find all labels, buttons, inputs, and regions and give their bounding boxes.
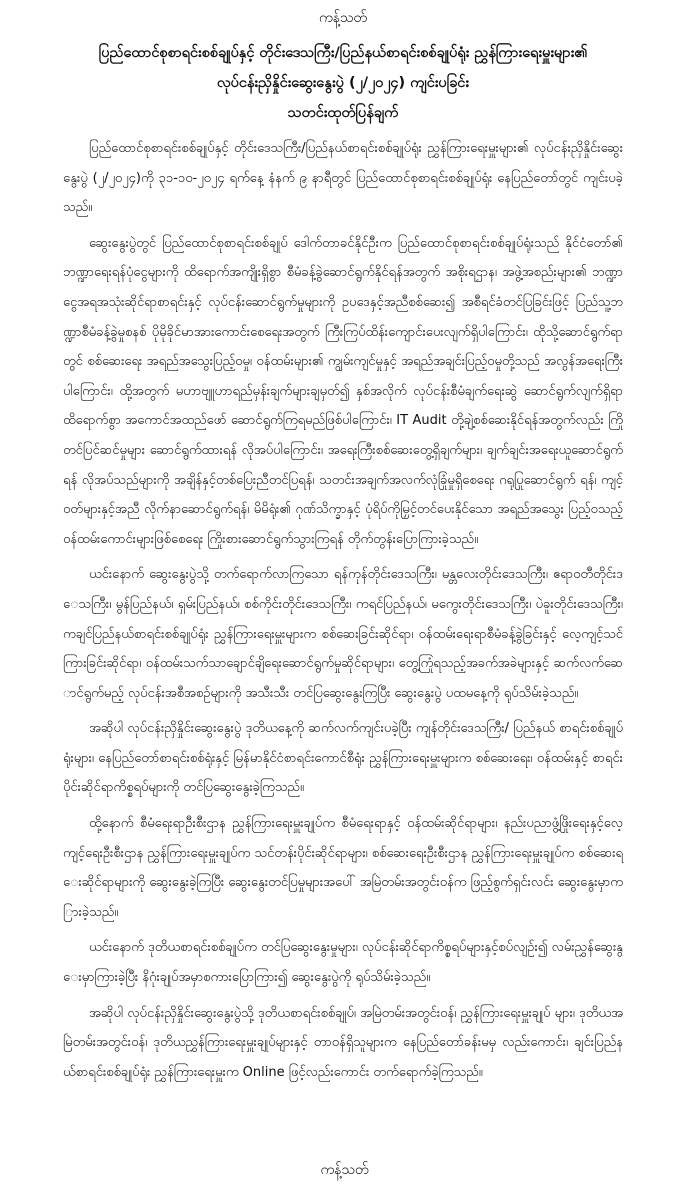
classification-footer: ကန့်သတ် xyxy=(320,1162,369,1178)
classification-header: ကန့်သတ် xyxy=(318,10,368,26)
paragraph: ဆွေးနွေးပွဲတွင် ပြည်ထောင်စုစာရင်းစစ်ချုပ် ဒေါက်တာခင်နိုင်ဦးက ပြည်ထောင်စုစာရင်းစစ်ချုပ်ရုံးသည် နိုင်ငံတော်၏ ဘဏ္ဍာရေးရန်ပုံငွေများကို ထိရောက်အကျိုးရှိစွာ စီမံခန့်ခွဲဆောင်ရွက်နိုင်ရန်အတွက် အစိုးရဌာန၊ အဖွဲ့အစည်းများ၏ ဘဏ္ဍာငွေအရအသုံးဆိုင်ရာစာရင်းနှင့် လုပ်ငန်းဆောင်ရွက်မှုများကို ဥပဒေနှင့်အညီစစ်ဆေး၍ အစီရင်ခံတင်ပြခြင်းဖြင့် ပြည်သူ့ဘဏ္ဍာစီမံခန့်ခွဲမှုစနစ် ပိုမိုခိုင်မာအားကောင်းစေရေးအတွက် ကြီးကြပ်ထိန်းကျောင်းပေးလျက်ရှိပါကြောင်း၊ ထိုသို့ဆောင်ရွက်ရာတွင် စစ်ဆေးရေး အရည်အသွေးပြည့်ဝမှု၊ ဝန်ထမ်းများ၏ ကျွမ်းကျင်မှုနှင့် အရည်အချင်းပြည့်ဝမှုတို့သည် အလွန်အရေးကြီးပါကြောင်း၊ ထို့အတွက် မဟာဗျူဟာရည်မှန်းချက်များချမှတ်၍ နှစ်အလိုက် လုပ်ငန်းစီမံချက်ရေးဆွဲ ဆောင်ရွက်လျက်ရှိရာ ထိရောက်စွာ အကောင်အထည်ဖော် ဆောင်ရွက်ကြရမည်ဖြစ်ပါကြောင်း၊ IT Audit တို့ချဲ့စစ်ဆေးနိုင်ရန်အတွက်လည်း ကြိုတင်ပြင်ဆင်မှုများ ဆောင်ရွက်ထားရန် လိုအပ်ပါကြောင်း၊ အရေးကြီးစစ်ဆေးတွေ့ရှိချက်များ၊ ချက်ချင်းအရေးယူဆောင်ရွက်ရန် လိုအပ်သည်များကို အချိန်နှင့်တစ်ပြေးညီတင်ပြရန်၊ သတင်းအချက်အလက်လုံခြုံမှုရှိစေရေး ဂရုပြုဆောင်ရွက် ရန်၊ ကျင့်ဝတ်များနှင့်အညီ လိုက်နာဆောင်ရွက်ရန်၊ မိမိရုံး၏ ဂုဏ်သိက္ခာနှင့် ပုံရိပ်ကိုမြှင့်တင်ပေးနိုင်သော အရည်အသွေး ပြည့်ဝသည့် ဝန်ထမ်းကောင်းများဖြစ်စေရေး ကြိုးစားဆောင်ရွက်သွားကြရန် တိုက်တွန်းပြောကြားခဲ့သည်။ xyxy=(63,235,623,547)
press-release-heading: သတင်းထုတ်ပြန်ချက် xyxy=(287,105,399,121)
paragraph: ထို့နောက် စီမံရေးရာဦးစီးဌာန ညွှန်ကြားရေးမှူးချုပ်က စီမံရေးရာနှင့် ဝန်ထမ်းဆိုင်ရာများ၊ နည်းပညာဖွံ့ဖြိုးရေးနှင့်လေ့ကျင့်ရေးဦးစီးဌာန ညွှန်ကြားရေးမှူးချုပ်က သင်တန်းပိုင်းဆိုင်ရာများ၊ စစ်ဆေးရေးဦးစီးဌာန ညွှန်ကြားရေးမှူးချုပ်က စစ်ဆေးရေးဆိုင်ရာများကို ဆွေးနွေးခဲ့ကြပြီး ဆွေးနွေးတင်ပြမှုများအပေါ် အမြဲတမ်းအတွင်းဝန်က ဖြည့်စွက်ရှင်းလင်း ဆွေးနွေးမှာကြားခဲ့သည်။ xyxy=(63,816,623,920)
paragraph: ပြည်ထောင်စုစာရင်းစစ်ချုပ်နှင့် တိုင်းဒေသကြီး/ပြည်နယ်စာရင်းစစ်ချုပ်ရုံး ညွှန်ကြားရေးမှူးများ၏ လုပ်ငန်းညှိနှိုင်းဆွေးနွေးပွဲ (၂/၂၀၂၄)ကို ၃၁-၁၀-၂၀၂၄ ရက်နေ့ နံနက် ၉ နာရီတွင် ပြည်ထောင်စုစာရင်းစစ်ချုပ်ရုံး နေပြည်တော်တွင် ကျင်းပခဲ့သည်။ xyxy=(63,141,623,216)
paragraph: အဆိုပါ လုပ်ငန်းညှိနှိုင်းဆွေးနွေးပွဲ ဒုတိယနေ့ကို ဆက်လက်ကျင်းပခဲ့ပြီး ကျန်တိုင်းဒေသကြီး/ ပြည်နယ် စာရင်းစစ်ချုပ်ရုံးများ၊ နေပြည်တော်စာရင်းစစ်ရုံးနှင့် မြန်မာနိုင်ငံစာရင်းကောင်စီရုံး ညွှန်ကြားရေးမှူးများက စစ်ဆေးရေး၊ ဝန်ထမ်းနှင့် စာရင်းပိုင်းဆိုင်ရာကိစ္စရပ်များကို တင်ပြဆွေးနွေးခဲ့ကြသည်။ xyxy=(63,721,623,796)
title-line-1: ပြည်ထောင်စုစာရင်းစစ်ချုပ်နှင့် တိုင်းဒေသကြီး/ပြည်နယ်စာရင်းစစ်ချုပ်ရုံး ညွှန်ကြားရေးမှူးများ၏ xyxy=(98,45,588,61)
paragraph: ယင်းနောက် ဆွေးနွေးပွဲသို့ တက်ရောက်လာကြသော ရန်ကုန်တိုင်းဒေသကြီး၊ မန္တလေးတိုင်းဒေသကြီး၊ ဧရာဝတီတိုင်းဒေသကြီး၊ မွန်ပြည်နယ်၊ ရှမ်းပြည်နယ်၊ စစ်ကိုင်းတိုင်းဒေသကြီး၊ ကရင်ပြည်နယ်၊ မကွေးတိုင်းဒေသကြီး၊ ပဲခူးတိုင်းဒေသကြီး၊ ကချင်ပြည်နယ်စာရင်းစစ်ချုပ်ရုံး ညွှန်ကြားရေးမှူးများက စစ်ဆေးခြင်းဆိုင်ရာ၊ ဝန်ထမ်းရေးရာစီမံခန့်ခွဲခြင်းနှင့် လေ့ကျင့်သင်ကြားခြင်းဆိုင်ရာ၊ ဝန်ထမ်းသက်သာချောင်ချိရေးဆောင်ရွက်မှုဆိုင်ရာများ၊ တွေ့ကြုံရသည့်အခက်အခဲများနှင့် ဆက်လက်ဆောင်ရွက်မည့် လုပ်ငန်းအစီအစဉ်များကို အသီးသီး တင်ပြဆွေးနွေးကြပြီး ဆွေးနွေးပွဲ ပထမနေ့ကို ရုပ်သိမ်းခဲ့သည်။ xyxy=(63,567,623,701)
title-line-2: လုပ်ငန်းညှိနှိုင်းဆွေးနွေးပွဲ (၂/၂၀၂၄) ကျင်းပခြင်း xyxy=(216,75,470,91)
paragraph: ယင်းနောက် ဒုတိယစာရင်းစစ်ချုပ်က တင်ပြဆွေးနွေးမှုများ၊ လုပ်ငန်းဆိုင်ရာကိစ္စရပ်များနှင့်စပ်လျဉ်း၍ လမ်းညွှန်ဆွေးနွေးမှာကြားခဲ့ပြီး နိဂုံးချုပ်အမှာစကားပြောကြား၍ ဆွေးနွေးပွဲကို ရုပ်သိမ်းခဲ့သည်။ xyxy=(63,940,623,986)
paragraph: အဆိုပါ လုပ်ငန်းညှိနှိုင်းဆွေးနွေးပွဲသို့ ဒုတိယစာရင်းစစ်ချုပ်၊ အမြဲတမ်းအတွင်းဝန်၊ ညွှန်ကြားရေးမှူးချုပ် များ၊ ဒုတိယအမြဲတမ်းအတွင်းဝန်၊ ဒုတိယညွှန်ကြားရေးမှူးချုပ်များနှင့် တာဝန်ရှိသူများက နေပြည်တော်ခန်းမမှ လည်းကောင်း၊ ချင်းပြည်နယ်စာရင်းစစ်ချုပ်ရုံး ညွှန်ကြားရေးမှူးက Online ဖြင့်လည်းကောင်း တက်ရောက်ခဲ့ကြသည်။ xyxy=(63,1005,623,1080)
